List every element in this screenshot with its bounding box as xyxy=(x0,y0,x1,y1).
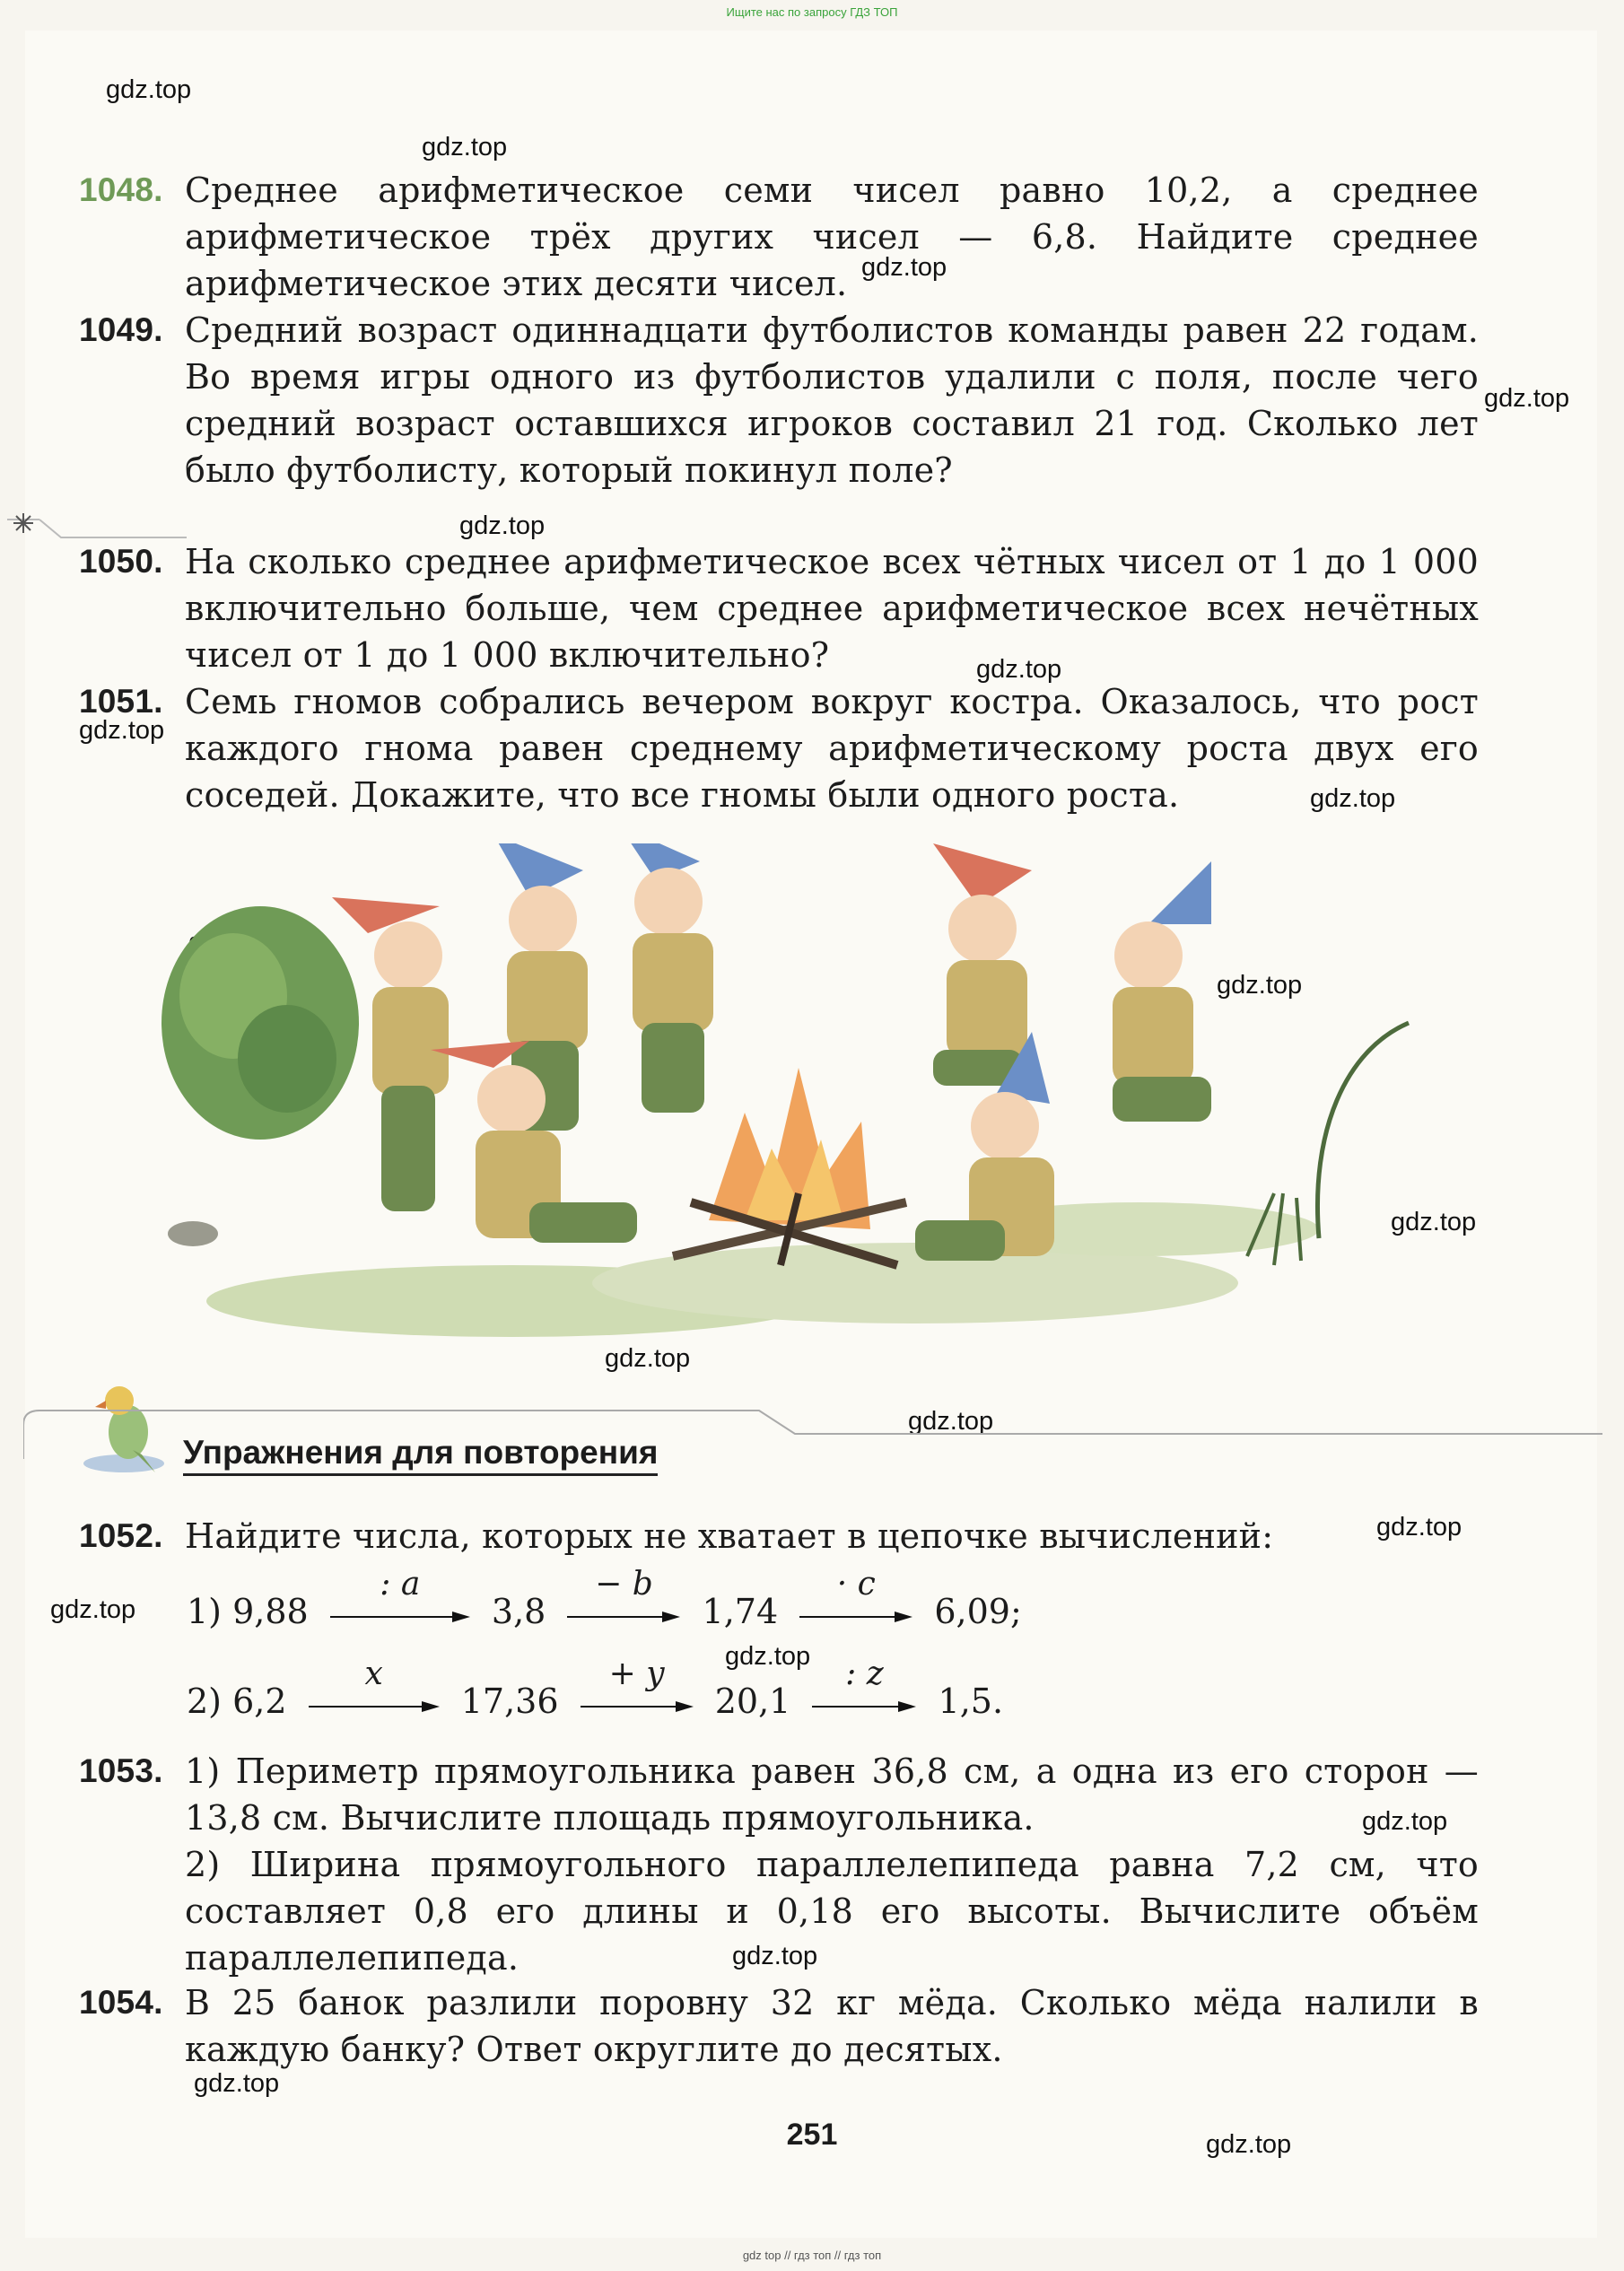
problem-number: 1049. xyxy=(79,311,163,348)
gnome xyxy=(933,843,1032,1086)
bush xyxy=(162,906,359,1140)
problem-number: 1050. xyxy=(79,543,163,580)
arrow-icon xyxy=(565,1566,682,1635)
chain-operation: + y xyxy=(608,1655,665,1692)
problem-1051 xyxy=(79,678,1479,818)
top-banner: Ищите нас по запросу ГДЗ ТОП xyxy=(726,5,898,19)
problem-number: 1052. xyxy=(79,1517,163,1554)
gnomes-campfire-illustration xyxy=(153,843,1454,1346)
gnome xyxy=(1113,861,1211,1122)
watermark: gdz.top xyxy=(194,2069,280,2098)
watermark: gdz.top xyxy=(50,1595,136,1624)
chain-operation: − b xyxy=(595,1566,653,1603)
chain-operation: : z xyxy=(845,1655,884,1692)
watermark: gdz.top xyxy=(106,75,192,104)
chain-value: 6,09; xyxy=(934,1592,1022,1631)
chain-value: 6,2 xyxy=(232,1681,287,1721)
chain-value: 9,88 xyxy=(232,1592,309,1631)
watermark: gdz.top xyxy=(1206,2130,1292,2159)
problem-text: Семь гномов собрались вечером вокруг костра. Оказалось, что рост каждого гнома равен среднему арифметическому роста двух его соседей. Докажите, что все гномы были одного роста. xyxy=(185,682,1479,815)
watermark: gdz.top xyxy=(725,1642,811,1671)
chain-value: 1,5. xyxy=(938,1681,1004,1721)
problem-text: Среднее арифметическое семи чисел равно 10,2, а среднее арифметическое трёх других чисел — 6,8. Найдите среднее арифметическое этих десяти чисел. xyxy=(185,170,1479,303)
campfire xyxy=(673,1068,906,1265)
star-icon xyxy=(7,507,187,543)
problem-text: На сколько среднее арифметическое всех чётных чисел от 1 до 1 000 включительно больше, чем среднее арифметическое всех нечётных чисел от 1 до 1 000 включительно? xyxy=(185,542,1479,675)
problem-part-2: 2) Ширина прямоугольного параллелепипеда равна 7,2 см, что составляет 0,8 его длины и 0,18 его высоты. Вычислите объём параллелепипеда. xyxy=(185,1845,1479,1978)
watermark: gdz.top xyxy=(732,1942,818,1970)
watermark: gdz.top xyxy=(459,511,546,540)
problem-number: 1053. xyxy=(79,1752,163,1789)
problem-part-1: 1) Периметр прямоугольника равен 36,8 см, а одна из его сторон — 13,8 см. Вычислите площадь прямоугольника. xyxy=(185,1751,1479,1838)
watermark: gdz.top xyxy=(861,253,947,282)
arrow-icon xyxy=(307,1655,441,1725)
problem-1048 xyxy=(79,167,1479,307)
chain-operation: x xyxy=(364,1655,383,1692)
watermark: gdz.top xyxy=(79,716,165,745)
watermark: gdz.top xyxy=(1310,784,1396,813)
chain-operation: : a xyxy=(380,1566,421,1603)
problem-number: 1051. xyxy=(79,683,163,720)
problem-1049 xyxy=(79,307,1479,494)
watermark: gdz.top xyxy=(1217,971,1303,1000)
chain-value: 20,1 xyxy=(714,1681,791,1721)
arrow-icon xyxy=(810,1655,918,1725)
watermark: gdz.top xyxy=(1484,384,1570,413)
problem-number: 1048. xyxy=(79,171,163,208)
watermark: gdz.top xyxy=(422,133,508,162)
watermark: gdz.top xyxy=(976,655,1062,684)
chain-value: 1,74 xyxy=(702,1592,779,1631)
watermark: gdz.top xyxy=(605,1344,691,1373)
problem-1052 xyxy=(79,1513,1479,1559)
chain-operation: · c xyxy=(836,1566,876,1603)
problem-text: В 25 банок разлили поровну 32 кг мёда. Сколько мёда налили в каждую банку? Ответ округлите до десятых. xyxy=(185,1983,1479,2069)
problem-text: Средний возраст одиннадцати футболистов команды равен 22 годам. Во время игры одного из футболистов удалили с поля, после чего средний возраст оставшихся игроков составил 21 год. Сколько лет было футболисту, который покинул поле? xyxy=(185,310,1479,490)
problem-1053 xyxy=(79,1748,1479,1981)
chain-value: 17,36 xyxy=(460,1681,559,1721)
watermark: gdz.top xyxy=(908,1407,994,1436)
section-title: Упражнения для повторения xyxy=(183,1434,658,1476)
arrow-icon xyxy=(328,1566,472,1635)
problem-text: Найдите числа, которых не хватает в цепочке вычислений: xyxy=(185,1516,1274,1556)
arrow-icon xyxy=(579,1655,695,1725)
problem-number: 1054. xyxy=(79,1984,163,2021)
bottom-banner: gdz top // гдз топ // гдз топ xyxy=(742,2249,882,2262)
chain-label: 1) xyxy=(187,1592,223,1631)
page-number: 251 xyxy=(786,2118,838,2152)
watermark: gdz.top xyxy=(1376,1513,1462,1542)
chain-value: 3,8 xyxy=(491,1592,546,1631)
watermark: gdz.top xyxy=(1391,1208,1477,1236)
problem-1050 xyxy=(79,538,1479,678)
arrow-icon xyxy=(798,1566,914,1635)
gnome xyxy=(619,843,713,1113)
chain-label: 2) xyxy=(187,1681,223,1721)
watermark: gdz.top xyxy=(1362,1807,1448,1836)
chain-1 xyxy=(187,1566,1022,1635)
problem-1054 xyxy=(79,1979,1479,2073)
